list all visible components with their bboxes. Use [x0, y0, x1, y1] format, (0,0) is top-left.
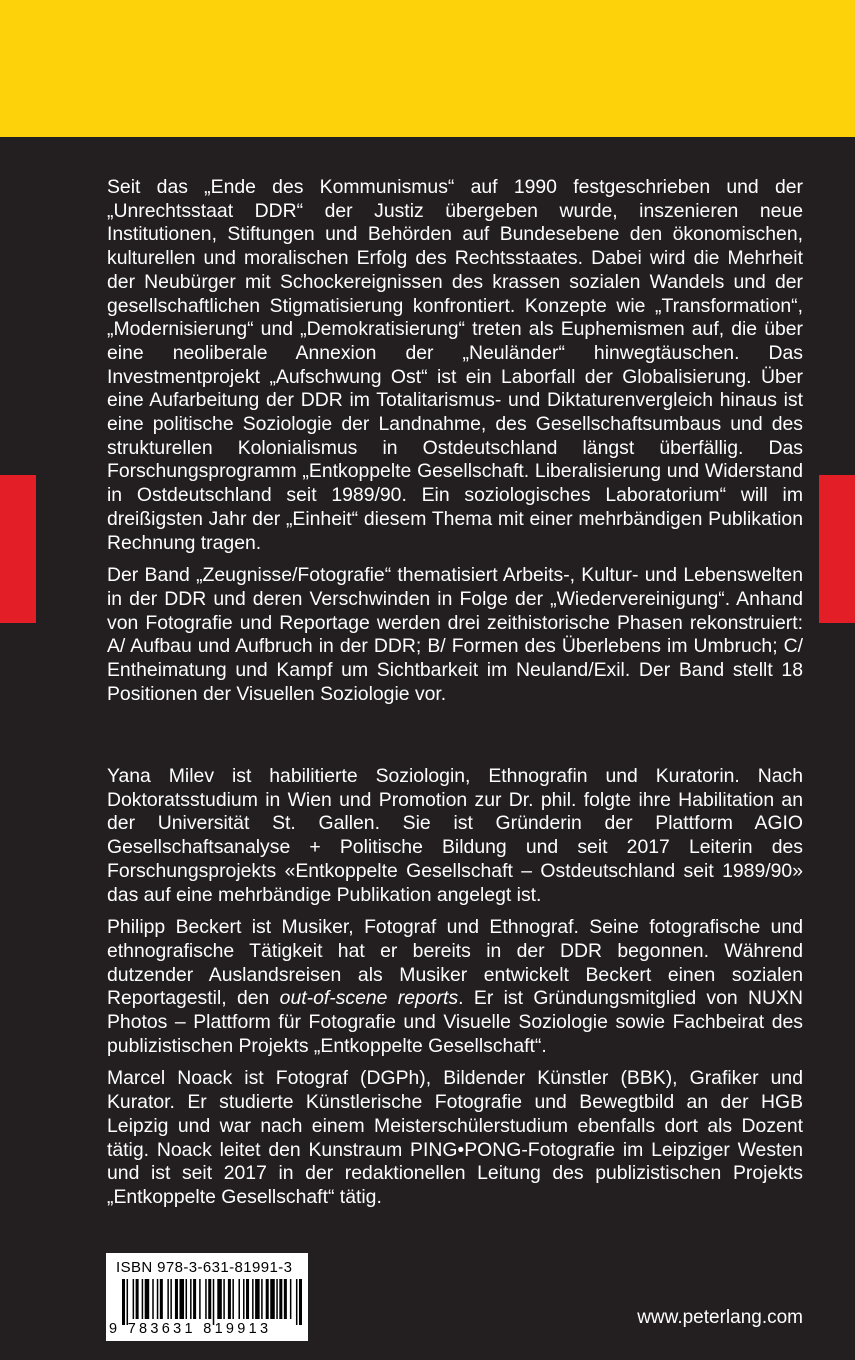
barcode-bar: [252, 1279, 254, 1319]
barcode-bar: [142, 1279, 144, 1319]
barcode-bar: [167, 1279, 169, 1319]
barcode-bar: [217, 1279, 222, 1319]
barcode-bar: [296, 1279, 298, 1325]
publisher-url: www.peterlang.com: [637, 1307, 803, 1328]
barcode-bar: [145, 1279, 150, 1319]
bio-marcel-noack: Marcel Noack ist Fotograf (DGPh), Bildender Künstler (BBK), Grafiker und Kurator. Er studierte Künstlerische Fotografie und Bewegtbild an der HGB Leipzig und war nach einem Meisterschülerstudium ebenfalls dort als Dozent tätig. Noack leitet den Kunstraum PING•PONG-Fotografie im Leipziger Westen und ist seit 2017 in der redaktionellen Leitung des publizistischen Projekts „Entkoppelte Gesellschaft“ tätig.: [107, 1067, 803, 1208]
barcode-bar: [133, 1279, 135, 1319]
barcode-bar: [208, 1279, 211, 1319]
barcode-bar: [122, 1279, 125, 1325]
isbn-number: ISBN 978-3-631-81991-3: [116, 1259, 293, 1276]
barcode-bar: [255, 1279, 260, 1319]
book-description: [107, 176, 803, 706]
barcode-bar: [276, 1279, 278, 1319]
bio-beckert-text-1: Philipp Beckert ist Musiker, Fotograf und Ethnograf. Seine fotografische und ethnografische Tätigkeit hat er bereits in der DDR begonnen. Während dutzender Auslandsreisen als Musiker entwickelt Beckert einen sozialen Reportagestil, den: [107, 916, 803, 1010]
barcode-bar: [179, 1279, 184, 1319]
bio-beckert-italic: out-of-scene reports: [279, 987, 459, 1010]
barcode-bar: [205, 1279, 207, 1319]
barcode-bar: [232, 1279, 234, 1319]
bio-yana-milev: Yana Milev ist habilitierte Soziologin, Ethnografin und Kuratorin. Nach Doktoratsstudium in Wien und Promotion zur Dr. phil. folgte ihre Habilitation an der Universität St. Gallen. Sie ist Gründerin der Plattform AGIO Gesellschaftsanalyse + Politische Bildung und seit 2017 Leiterin des Forschungsprojekts «Entkoppelte Gesellschaft – Ostdeutschland seit 1989/90» das auf eine mehrbändige Publikation angelegt ist.: [107, 765, 803, 906]
description-paragraph-1: Seit das „Ende des Kommunismus“ auf 1990 festgeschrieben und der „Unrechtsstaat DDR“ der Justiz übergeben wurde, inszenieren neue Institutionen, Stiftungen und Behörden auf Bundesebene den ökonomischen, kulturellen und moralischen Erfolg des Rechtsstaates. Dabei wird die Mehrheit der Neubürger mit Schockereignissen des krassen sozialen Wandels und der gesellschaftlichen Stigmatisierung konfrontiert. Konzepte wie „Transformation“, „Modernisierung“ und „Demokratisierung“ treten als Euphemismen auf, die über eine neoliberale Annexion der „Neuländer“ hinwegtäuschen. Das Investmentprojekt „Aufschwung Ost“ ist ein Laborfall der Globalisierung. Über eine Aufarbeitung der DDR im Totalitarismus- und Diktaturenvergleich hinaus ist eine politische Soziologie der Landnahme, des Gesellschaftsumbaus und des strukturellen Kolonialismus in Ostdeutschland längst überfällig. Das Forschungsprogramm „Entkoppelte Gesellschaft. Liberalisierung und Widerstand in Ostdeutschland seit 1989/90. Ein soziologisches Laboratorium“ will im dreißigsten Jahr der „Einheit“ diesem Thema mit einer mehrbändigen Publikation Rechnung tragen.: [107, 176, 803, 554]
barcode-bar: [243, 1279, 245, 1319]
barcode-bar: [266, 1279, 269, 1319]
left-red-tab: [0, 475, 36, 623]
barcode-bar: [152, 1279, 154, 1319]
barcode-bar: [238, 1279, 240, 1319]
barcode-bar: [170, 1279, 172, 1319]
barcode-bar: [190, 1279, 192, 1319]
bio-beckert-text-2: . Er ist Gründungsmitglied von NUXN Photos – Plattform für Fotografie und Visuelle Soziologie sowie Fachbeirat des publizistischen Projekts „Entkoppelte Gesellschaft“.: [107, 987, 803, 1057]
description-paragraph-2: Der Band „Zeugnisse/Fotografie“ thematisiert Arbeits-, Kultur- und Lebenswelten in der DDR und deren Verschwinden in Folge der „Wiedervereinigung“. Anhand von Fotografie und Reportage werden drei zeithistorische Phasen rekonstruiert: A/ Aufbau und Aufbruch in der DDR; B/ Formen des Überlebens im Umbruch; C/ Entheimatung und Kampf um Sichtbarkeit im Neuland/Exil. Der Band stellt 18 Positionen der Visuellen Soziologie vor.: [107, 564, 803, 705]
barcode-bar: [199, 1279, 201, 1319]
ean-digits: 9 783631 819913: [109, 1321, 272, 1337]
barcode-bar: [261, 1279, 263, 1319]
barcode-bar: [299, 1279, 302, 1325]
barcode-bar: [193, 1279, 196, 1319]
barcode-bar: [213, 1279, 215, 1325]
barcode-bar: [279, 1279, 282, 1319]
barcode-bars: [122, 1279, 302, 1325]
barcode-bar: [290, 1279, 292, 1319]
author-bios: [107, 765, 803, 1210]
bio-philipp-beckert: [107, 916, 803, 1058]
isbn-barcode: [106, 1253, 308, 1341]
barcode-bar: [270, 1279, 275, 1319]
right-red-tab: [819, 475, 855, 623]
barcode-bar: [175, 1279, 178, 1319]
barcode-bar: [136, 1279, 139, 1319]
barcode-bar: [160, 1279, 163, 1319]
barcode-bar: [127, 1279, 129, 1325]
barcode-bar: [223, 1279, 225, 1319]
top-color-band: [0, 0, 855, 137]
barcode-bar: [186, 1279, 188, 1319]
barcode-bar: [284, 1279, 287, 1319]
barcode-bar: [246, 1279, 249, 1319]
barcode-bar: [228, 1279, 231, 1319]
barcode-bar: [157, 1279, 159, 1319]
